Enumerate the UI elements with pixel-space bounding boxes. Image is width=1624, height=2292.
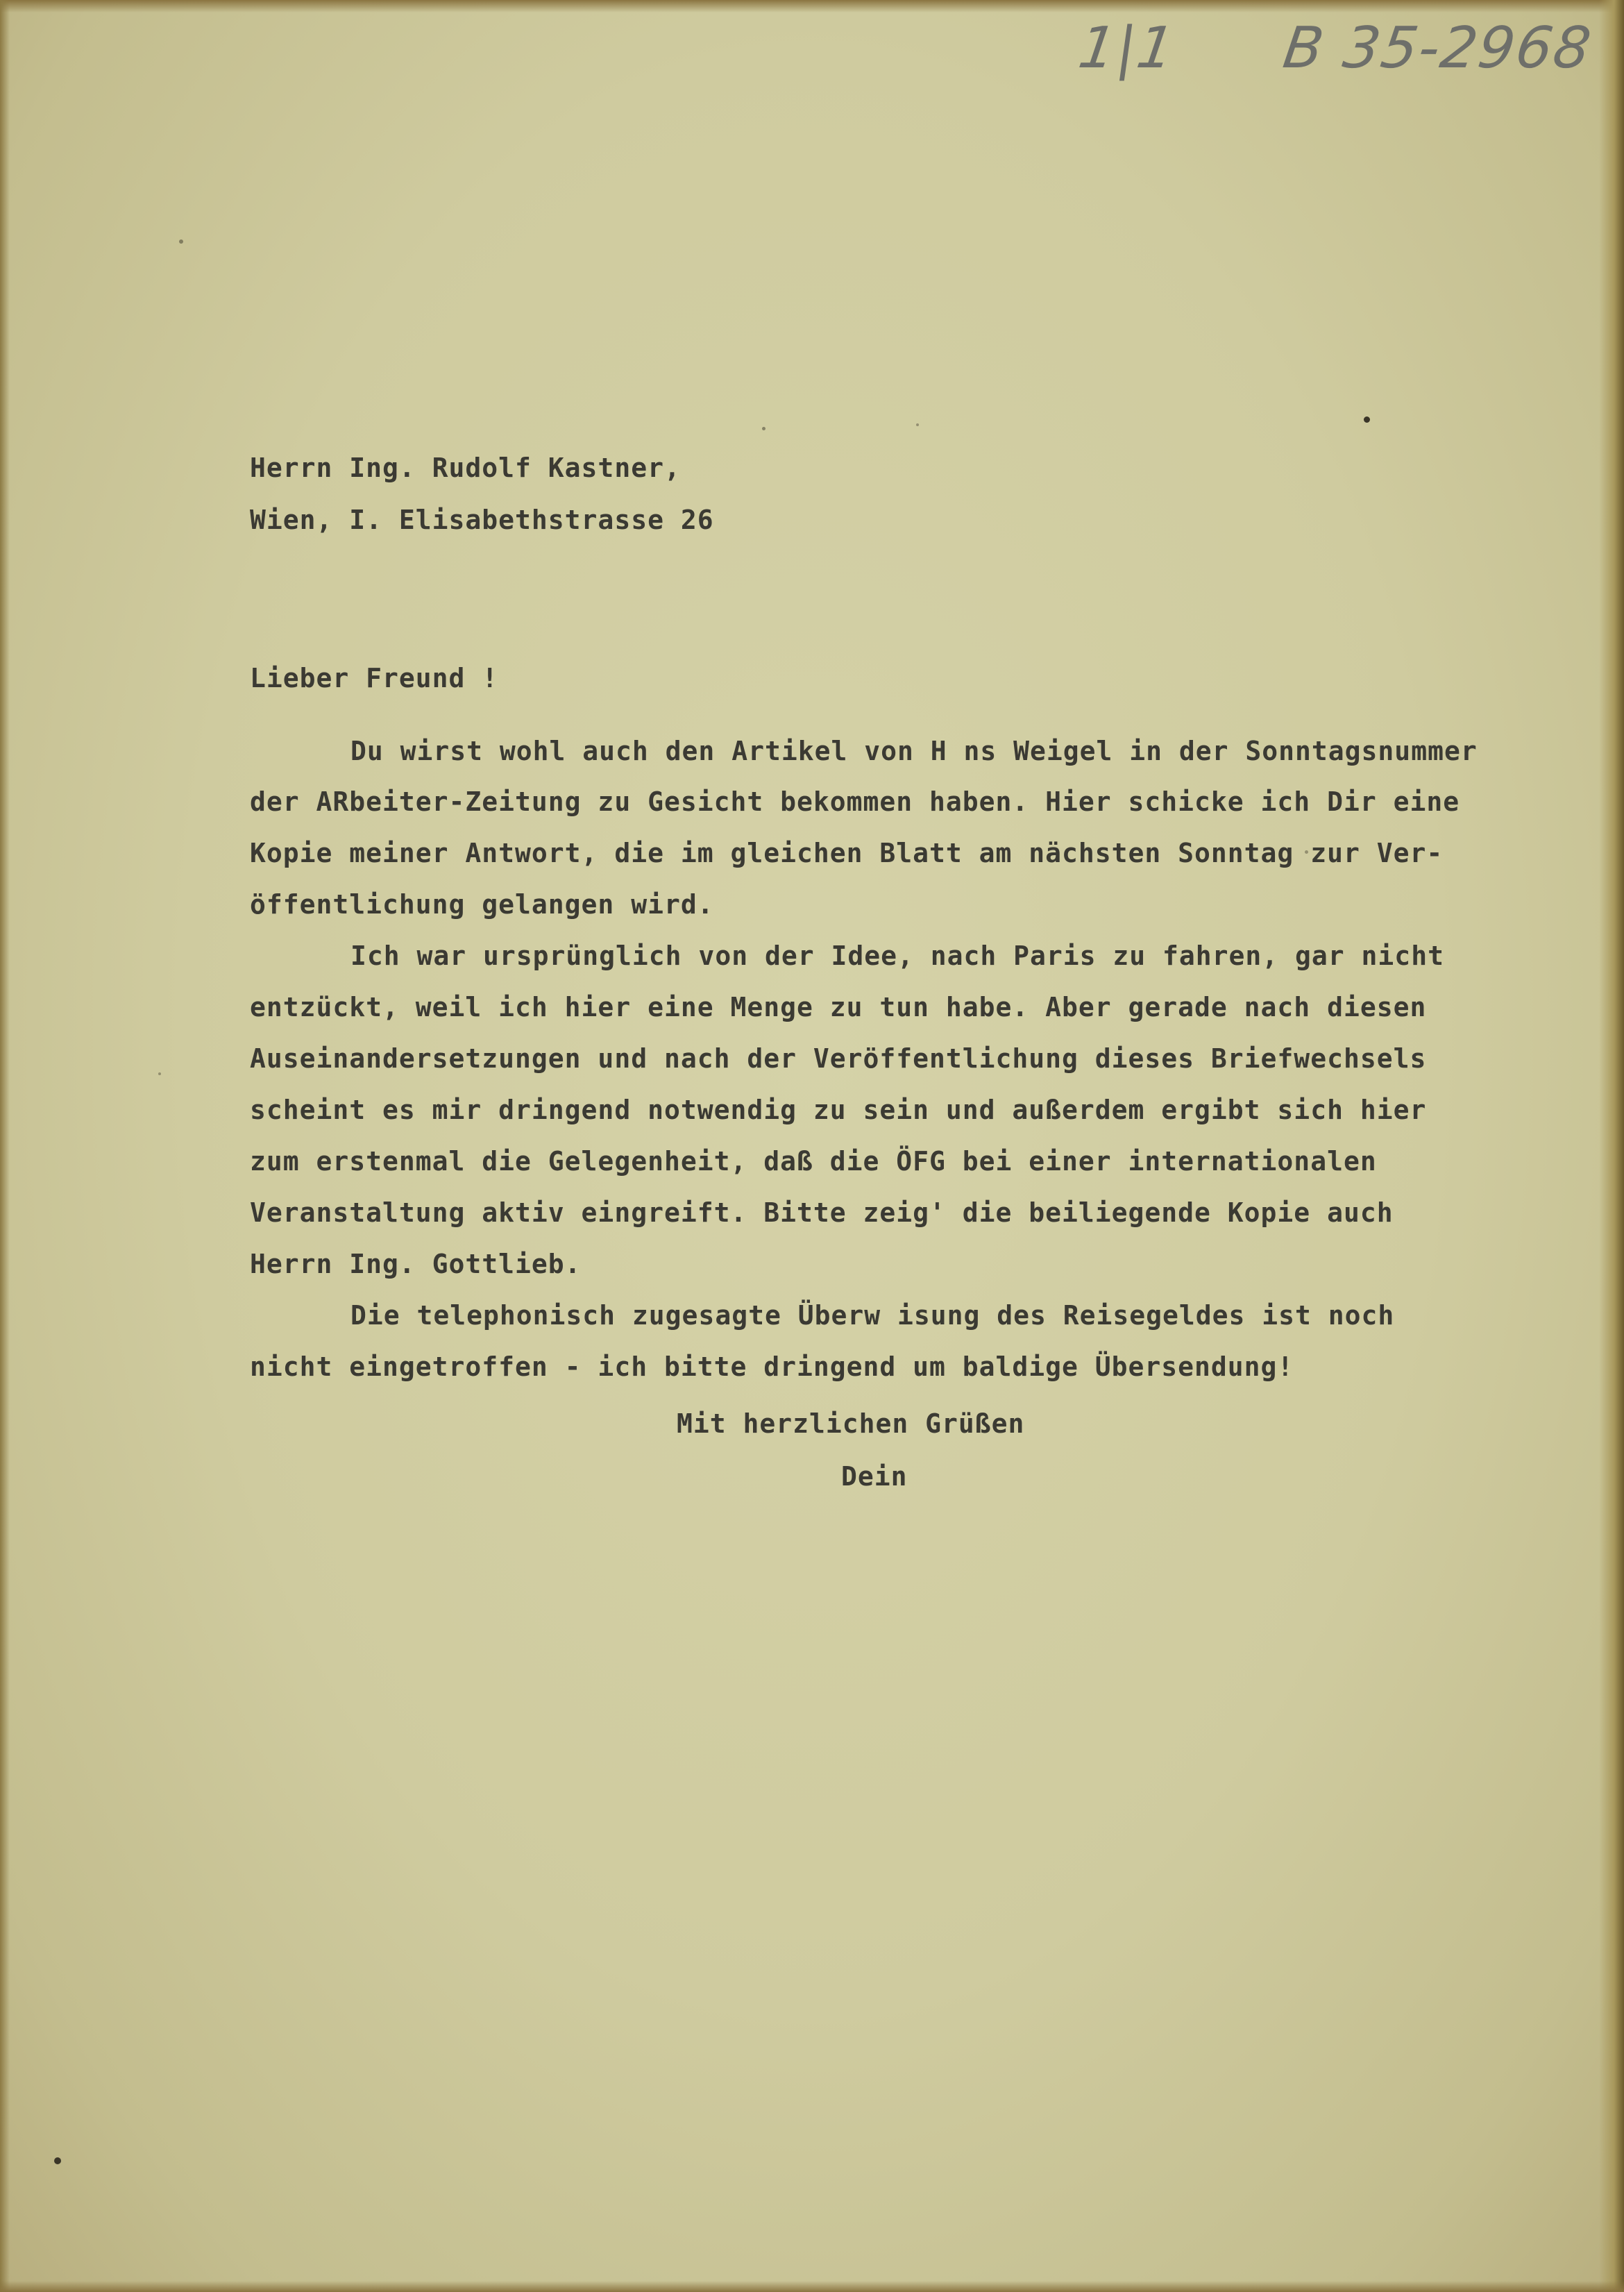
body-line: öffentlichung gelangen wird.	[250, 889, 714, 920]
address-line: Herrn Ing. Rudolf Kastner,	[250, 453, 681, 483]
paper-speck	[158, 1072, 161, 1075]
paper-speck	[916, 423, 919, 426]
page-edge-right	[1599, 0, 1624, 2292]
salutation: Lieber Freund !	[250, 663, 499, 693]
body-line: zum erstenmal die Gelegenheit, daß die ÖFG bei einer internationalen	[250, 1146, 1377, 1177]
closing: Mit herzlichen Grüßen	[677, 1408, 1025, 1439]
body-line: entzückt, weil ich hier eine Menge zu tun habe. Aber gerade nach diesen	[250, 992, 1427, 1022]
body-line: Die telephonisch zugesagte Überw isung des Reisegeldes ist noch	[350, 1300, 1395, 1331]
archive-page-number: 1|1	[1074, 15, 1180, 81]
paper-speck	[1364, 416, 1370, 423]
body-line: Herrn Ing. Gottlieb.	[250, 1249, 582, 1279]
paper-speck	[1305, 850, 1308, 854]
signature-word: Dein	[841, 1461, 908, 1492]
paper-speck	[179, 239, 183, 244]
body-line: Ich war ursprünglich von der Idee, nach Paris zu fahren, gar nicht	[350, 941, 1444, 971]
body-line: nicht eingetroffen - ich bitte dringend um baldige Übersendung!	[250, 1351, 1294, 1382]
paper-speck	[54, 2157, 61, 2164]
page-edge-bottom	[0, 2281, 1624, 2292]
paper-speck	[762, 427, 766, 430]
body-line: Kopie meiner Antwort, die im gleichen Blatt am nächsten Sonntag zur Ver-	[250, 838, 1444, 868]
address-line: Wien, I. Elisabethstrasse 26	[250, 505, 714, 535]
body-line: Veranstaltung aktiv eingreift. Bitte zeig' die beiliegende Kopie auch	[250, 1197, 1394, 1228]
page-edge-top	[0, 0, 1624, 12]
body-line: der ARbeiter-Zeitung zu Gesicht bekommen haben. Hier schicke ich Dir eine	[250, 786, 1460, 817]
page-edge-left	[0, 0, 10, 2292]
body-line: Du wirst wohl auch den Artikel von H ns Weigel in der Sonntagsnummer	[350, 736, 1478, 766]
archive-reference: B 35-2968	[1279, 15, 1596, 81]
body-line: Auseinandersetzungen und nach der Veröffentlichung dieses Briefwechsels	[250, 1043, 1427, 1074]
body-line: scheint es mir dringend notwendig zu sein und außerdem ergibt sich hier	[250, 1095, 1427, 1125]
